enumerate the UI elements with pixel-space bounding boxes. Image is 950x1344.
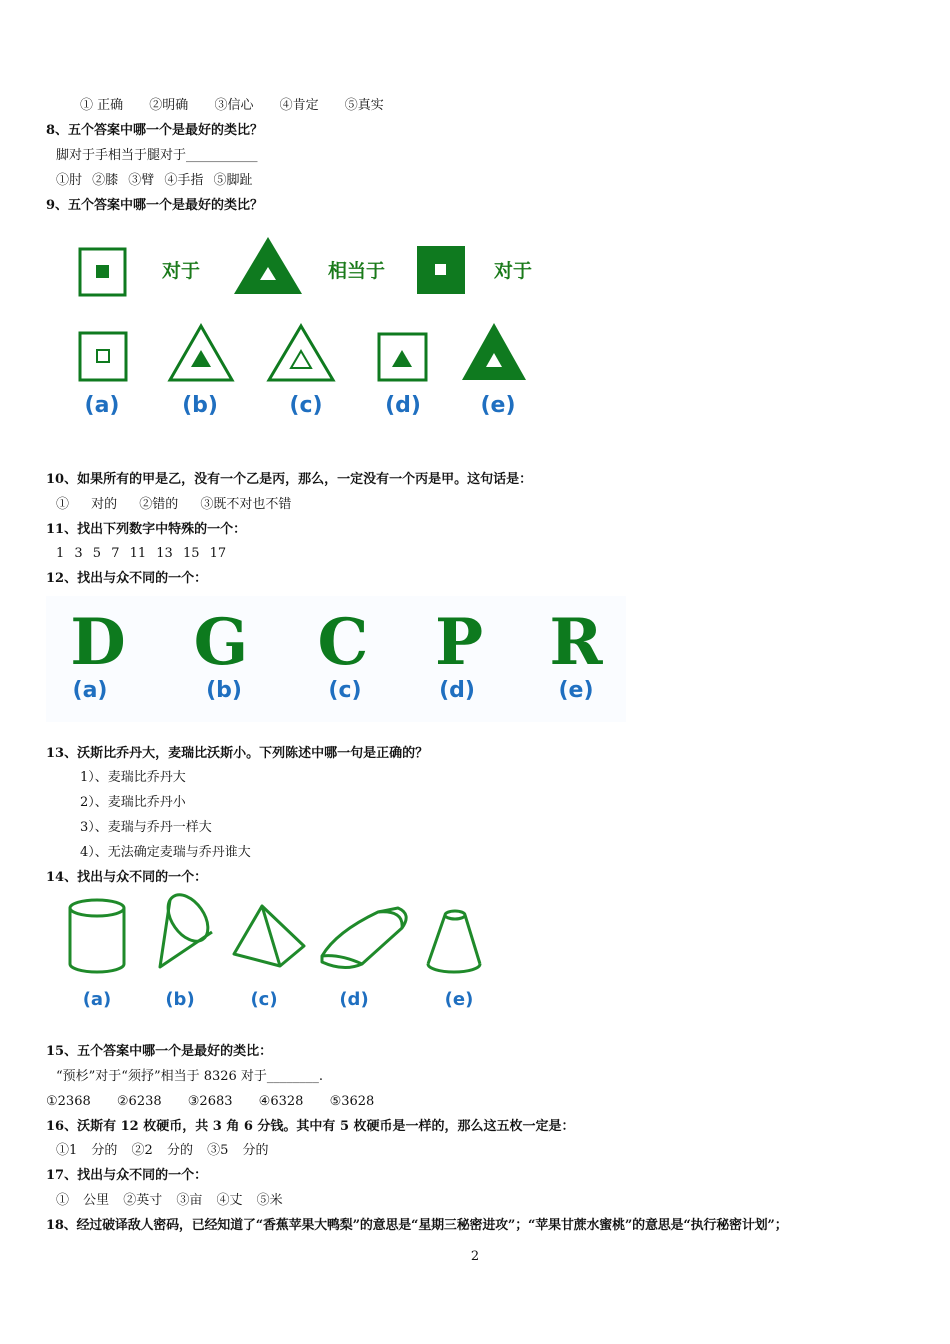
q12-letter-b: G [193,605,249,680]
q14-figure [60,892,500,1022]
q9-option-e-shape [462,323,526,380]
q14-label-c: (c) [250,989,278,1010]
q14-cylinder-shape [70,900,124,972]
q9-title: 9、五个答案中哪一个是最好的类比？ [46,198,264,213]
q13-option-1: 1）、麦瑞比乔丹大 [80,770,186,785]
q10-options: ① 对的 ②错的 ③既不对也不错 [56,497,292,512]
q16-options: ①1 分的 ②2 分的 ③5 分的 [56,1143,269,1158]
q12-label-a: (a) [72,678,108,703]
q11-title: 11、找出下列数字中特殊的一个： [46,522,247,537]
q18-title: 18、经过破译敌人密码，已经知道了“香蕉苹果大鸭梨”的意思是“星期三秘密进攻”；“苹果甘蔗水蜜桃”的意思是“执行秘密计划”； [46,1218,788,1233]
q12-label-c: (c) [328,678,362,703]
q16-title: 16、沃斯有 12 枚硬币，共 3 角 6 分钱。其中有 5 枚硬币是一样的，那么这五枚一定是： [46,1119,575,1134]
q12-letter-d: P [434,605,484,680]
q9-label-b: (b) [182,393,218,418]
q14-half-cylinder-shape [322,908,406,968]
q13-title: 13、沃斯比乔丹大，麦瑞比沃斯小。下列陈述中哪一句是正确的？ [46,746,429,761]
q14-cone-side-shape [160,892,216,967]
q9-dot [96,265,109,278]
q13-option-4: 4）、无法确定麦瑞与乔丹谁大 [80,845,251,860]
q12-figure [46,596,626,722]
q12-label-e: (e) [558,678,594,703]
q11-numbers: 1 3 5 7 11 13 15 17 [56,546,227,561]
q15-stem: “预杉”对于“须抒”相当于 8326 对于________. [56,1069,324,1084]
q12-title: 12、找出与众不同的一个： [46,571,208,586]
q9-label-a: (a) [84,393,120,418]
q9-label-d: (d) [385,393,421,418]
q9-word1: 对于 [162,260,201,282]
q12-letter-c: C [317,605,369,680]
q8-title: 8、五个答案中哪一个是最好的类比？ [46,123,264,138]
q13-option-3: 3）、麦瑞与乔丹一样大 [80,820,212,835]
q12-letter-a: D [70,605,126,680]
q12-label-b: (b) [206,678,242,703]
q8-stem: 脚对于手相当于腿对于___________ [56,148,258,163]
q9-word3: 对于 [494,260,533,282]
q14-label-d: (d) [339,989,369,1010]
q7-options: ① 正确 ②明确 ③信心 ④肯定 ⑤真实 [80,98,384,113]
q17-options: ① 公里 ②英寸 ③亩 ④丈 ⑤米 [56,1193,283,1208]
q12-letter-e: R [549,605,603,680]
q14-label-e: (e) [444,989,474,1010]
q9-label-e: (e) [480,393,516,418]
q9-square-hole [435,264,446,275]
q14-pyramid-shape [234,906,304,966]
q15-options: ①2368 ②6238 ③2683 ④6328 ⑤3628 [46,1094,375,1109]
page-number: 2 [470,1249,480,1264]
q14-frustum-shape [428,911,480,972]
q12-label-d: (d) [439,678,475,703]
q13-option-2: 2）、麦瑞比乔丹小 [80,795,186,810]
q9-figure [60,222,560,432]
q15-title: 15、五个答案中哪一个是最好的类比： [46,1044,273,1059]
q14-label-b: (b) [165,989,195,1010]
q9-word2: 相当于 [328,260,386,282]
q14-label-a: (a) [82,989,112,1010]
q9-solid-triangle [234,237,302,294]
q17-title: 17、找出与众不同的一个： [46,1168,208,1183]
q10-title: 10、如果所有的甲是乙，没有一个乙是丙，那么，一定没有一个丙是甲。这句话是： [46,472,533,487]
q8-options: ①肘 ②膝 ③臂 ④手指 ⑤脚趾 [56,173,253,188]
q9-label-c: (c) [289,393,323,418]
q14-title: 14、找出与众不同的一个： [46,870,208,885]
